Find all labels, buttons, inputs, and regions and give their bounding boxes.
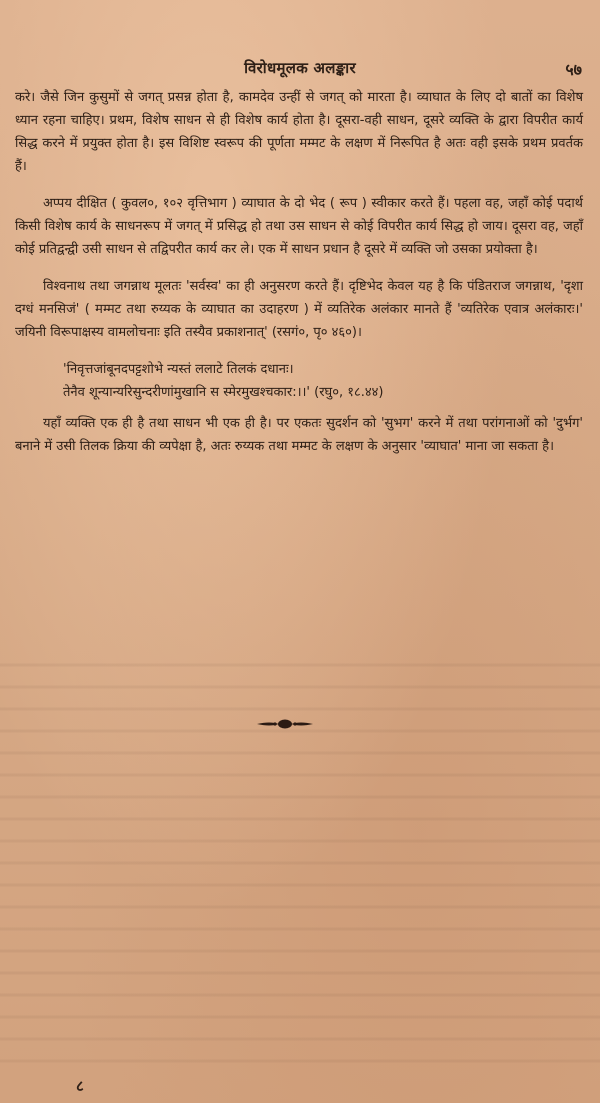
printer-signature-mark: ८ — [76, 1077, 84, 1095]
verse-block — [15, 358, 583, 404]
show-through-texture — [0, 645, 600, 1075]
closing-paragraph: यहाँ व्यक्ति एक ही है तथा साधन भी एक ही है। पर एकतः सुदर्शन को 'सुभग' करने में तथा परांगनाओं को 'दुर्भग' बनाने में उसी तिलक क्रिया की व्यपेक्षा है, अतः रुय्यक तथा मम्मट के लक्षण के अनुसार 'व्याघात' माना जा सकता है। — [15, 416, 583, 454]
paragraph-2: अप्पय दीक्षित ( कुवल०, १०२ वृत्तिभाग ) व्याघात के दो भेद ( रूप ) स्वीकार करते हैं। पहला वह, जहाँ कोई पदार्थ किसी विशेष कार्य के साधनरूप में जगत् में प्रसिद्ध हो तथा उस साधन से कोई विपरीत कार्य सिद्ध हो जाय। दूसरा वह, जहाँ कोई प्रतिद्वन्द्वी उसी साधन से तद्विपरीत कार्य कर ले। एक में साधन प्रधान है दूसरे में व्यक्ति जो उसका प्रयोक्ता है। — [15, 196, 583, 257]
paragraph-3: विश्वनाथ तथा जगन्नाथ मूलतः 'सर्वस्व' का ही अनुसरण करते हैं। दृष्टिभेद केवल यह है कि पंडितराज जगन्नाथ, 'दृशा दग्धं मनसिजं' ( मम्मट तथा रुय्यक के व्याघात का उदाहरण ) में व्यतिरेक अलंकार मानते हैं 'व्यतिरेक एवात्र अलंकारः।' जयिनी विरूपाक्षस्य वामलोचनाः इति तस्यैव प्रकाशनात्' (रसगं०, पृ० ४६०)। — [15, 279, 583, 340]
verse-line-1: 'निवृत्तजांबूनदपट्टशोभे न्यस्तं ललाटे तिलकं दधानः। — [63, 362, 294, 377]
page-header — [0, 58, 600, 84]
section-divider-ornament — [255, 716, 315, 732]
page-number: ५७ — [565, 60, 582, 79]
verse-line-2: तेनैव शून्यान्यरिसुन्दरीणांमुखानि स स्मेरमुखश्चकार:।।' (रघु०, १८.४४) — [63, 385, 384, 400]
main-text — [15, 86, 583, 472]
running-title: विरोधमूलक अलङ्कार — [244, 59, 356, 77]
paragraph-1: करे। जैसे जिन कुसुमों से जगत् प्रसन्न होता है, कामदेव उन्हीं से जगत् को मारता है। व्याघात के लिए दो बातों का विशेष ध्यान रहना चाहिए। प्रथम, विशेष साधन से ही विशेष कार्य होता है। दूसरा-वही साधन, दूसरे व्यक्ति के द्वारा विपरीत कार्य सिद्ध करने में प्रयुक्त होता है। इस विशिष्ट स्वरूप की पूर्णता मम्मट के लक्षण में निरूपित है अतः वही इसके प्रथम प्रवर्तक हैं। — [15, 90, 583, 174]
